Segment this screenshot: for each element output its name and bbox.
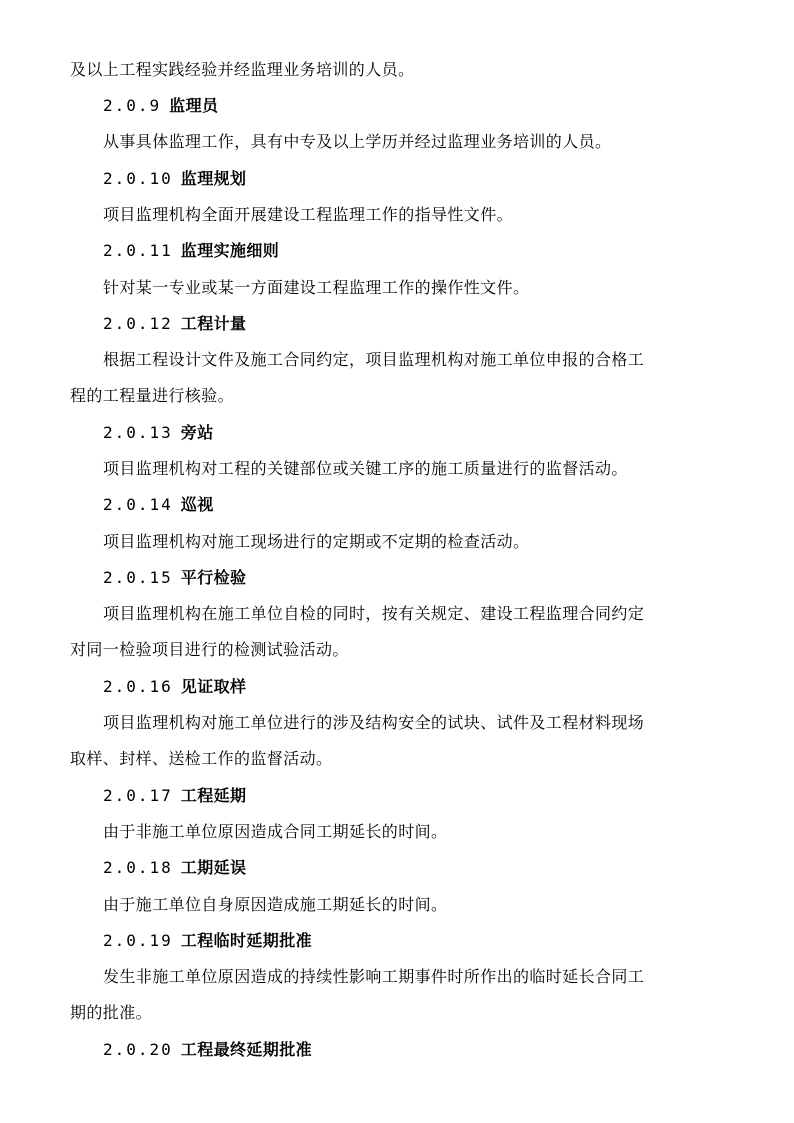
body-text-line: 项目监理机构对施工现场进行的定期或不定期的检查活动。 bbox=[103, 532, 530, 551]
body-text-line: 项目监理机构全面开展建设工程监理工作的指导性文件。 bbox=[103, 205, 514, 224]
section-heading-2-0-20 bbox=[103, 1040, 312, 1060]
section-number: 2.0.18 bbox=[103, 858, 173, 877]
section-heading-2-0-13 bbox=[103, 423, 214, 443]
body-text-line: 取样、封样、送检工作的监督活动。 bbox=[70, 749, 333, 768]
section-heading-2-0-12 bbox=[103, 314, 246, 334]
section-title: 工程延期 bbox=[180, 786, 247, 805]
section-number: 2.0.15 bbox=[103, 568, 173, 587]
body-text-line: 由于非施工单位原因造成合同工期延长的时间。 bbox=[103, 822, 448, 841]
section-number: 2.0.13 bbox=[103, 423, 173, 442]
section-title: 监理实施细则 bbox=[180, 241, 280, 260]
section-number: 2.0.9 bbox=[103, 96, 162, 115]
body-text-line: 由于施工单位自身原因造成施工期延长的时间。 bbox=[103, 895, 448, 914]
section-title: 监理规划 bbox=[180, 169, 247, 188]
body-text-line: 发生非施工单位原因造成的持续性影响工期事件时所作出的临时延长合同工 bbox=[103, 967, 645, 986]
section-title: 工程计量 bbox=[180, 314, 247, 333]
section-title: 平行检验 bbox=[180, 568, 247, 587]
section-heading-2-0-15 bbox=[103, 568, 246, 588]
section-number: 2.0.16 bbox=[103, 677, 173, 696]
section-title: 工程最终延期批准 bbox=[180, 1040, 312, 1059]
section-number: 2.0.11 bbox=[103, 241, 173, 260]
body-text-line: 程的工程量进行核验。 bbox=[70, 386, 235, 405]
body-text-line: 及以上工程实践经验并经监理业务培训的人员。 bbox=[70, 60, 415, 79]
body-text-line: 根据工程设计文件及施工合同约定，项目监理机构对施工单位申报的合格工 bbox=[103, 350, 645, 369]
section-title: 工程临时延期批准 bbox=[180, 931, 312, 950]
section-number: 2.0.12 bbox=[103, 314, 173, 333]
section-title: 见证取样 bbox=[180, 677, 247, 696]
section-number: 2.0.14 bbox=[103, 495, 173, 514]
section-heading-2-0-18 bbox=[103, 858, 246, 878]
body-text-line: 项目监理机构对工程的关键部位或关键工序的施工质量进行的监督活动。 bbox=[103, 459, 628, 478]
body-text-line: 项目监理机构对施工单位进行的涉及结构安全的试块、试件及工程材料现场 bbox=[103, 713, 645, 732]
section-heading-2-0-16 bbox=[103, 677, 246, 697]
section-heading-2-0-19 bbox=[103, 931, 312, 951]
section-number: 2.0.10 bbox=[103, 169, 173, 188]
body-text-line: 项目监理机构在施工单位自检的同时，按有关规定、建设工程监理合同约定 bbox=[103, 604, 645, 623]
section-heading-2-0-17 bbox=[103, 786, 246, 806]
body-text-line: 从事具体监理工作，具有中专及以上学历并经过监理业务培训的人员。 bbox=[103, 132, 612, 151]
section-heading-2-0-9 bbox=[103, 96, 218, 116]
section-title: 旁站 bbox=[180, 423, 214, 442]
section-title: 监理员 bbox=[169, 96, 219, 115]
section-number: 2.0.17 bbox=[103, 786, 173, 805]
section-heading-2-0-14 bbox=[103, 495, 214, 515]
body-text-line: 期的批准。 bbox=[70, 1003, 153, 1022]
section-number: 2.0.19 bbox=[103, 931, 173, 950]
body-text-line: 针对某一专业或某一方面建设工程监理工作的操作性文件。 bbox=[103, 278, 530, 297]
section-title: 工期延误 bbox=[180, 858, 247, 877]
section-number: 2.0.20 bbox=[103, 1040, 173, 1059]
section-title: 巡视 bbox=[180, 495, 214, 514]
section-heading-2-0-11 bbox=[103, 241, 279, 261]
section-heading-2-0-10 bbox=[103, 169, 246, 189]
body-text-line: 对同一检验项目进行的检测试验活动。 bbox=[70, 640, 349, 659]
